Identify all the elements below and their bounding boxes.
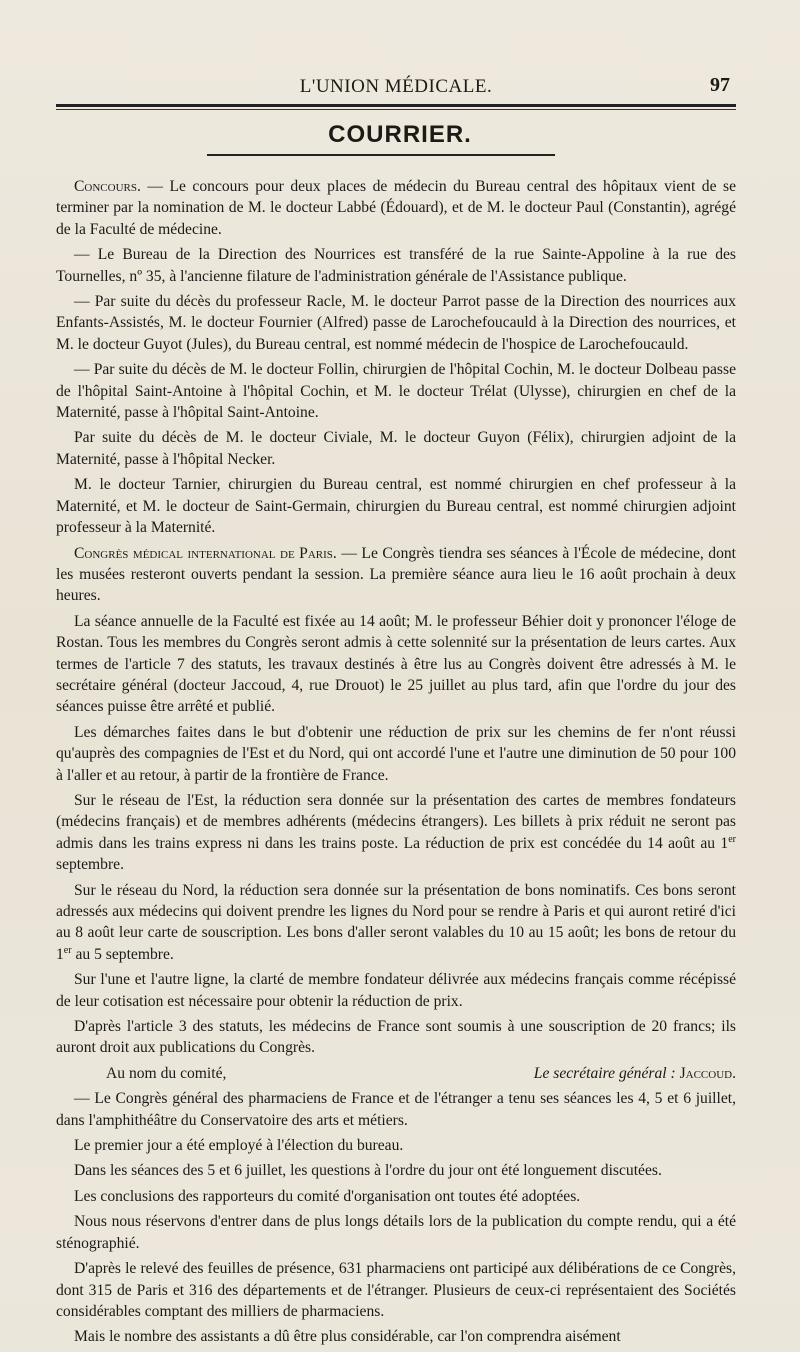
paragraph: Le premier jour a été employé à l'élection du bureau. xyxy=(74,1137,404,1155)
paragraph: M. le docteur Tarnier, chirurgien du Bureau central, est nommé chirurgien en chef professeur à la Maternité, et M. le docteur de Saint-Germain, chirurgien du Bureau central, est nommé chirurgien adjoint professeur à la Maternité. xyxy=(56,476,736,537)
page-number: 97 xyxy=(710,74,730,96)
section-title: COURRIER. xyxy=(328,121,472,148)
paragraph: — Le Congrès général des pharmaciens de France et de l'étranger a tenu ses séances les 4, 5 et 6 juillet, dans l'amphithéâtre du Conservatoire des arts et métiers. xyxy=(56,1090,736,1129)
signature-name: Jaccoud. xyxy=(679,1064,736,1082)
paragraph-lead: Concours. xyxy=(74,178,141,195)
header-rule xyxy=(56,104,736,107)
running-title: L'UNION MÉDICALE. xyxy=(299,76,493,97)
paragraph: Dans les séances des 5 et 6 juillet, les questions à l'ordre du jour ont été longuement discutées. xyxy=(74,1162,662,1180)
signature-role: Le secrétaire général : xyxy=(533,1064,676,1082)
paragraphs-after-block xyxy=(56,1088,736,1347)
header-rule-thin xyxy=(56,109,736,110)
paragraph: Les démarches faites dans le but d'obtenir une réduction de prix sur les chemins de fer n'ont réussi qu'auprès des compagnies de l'Est et du Nord, qui ont accordé l'une et l'autre une diminution de 50 pour 100 à l'aller et au retour, à partir de la frontière de France. xyxy=(56,723,736,784)
running-head xyxy=(56,70,736,100)
paragraph: D'après l'article 3 des statuts, les médecins de France sont soumis à une souscription de 20 francs; ils auront droit aux publications du Congrès. xyxy=(56,1018,736,1057)
signature-right xyxy=(534,1063,736,1084)
paragraph-lead: Congrès médical international de Paris. xyxy=(74,544,337,562)
paragraph: Congrès médical international de Paris. — Le Congrès tiendra ses séances à l'École de médecine, dont les musées resteront ouverts pendant la session. La première séance aura lieu le 16 août prochain à deux heures. xyxy=(56,544,736,605)
paragraph: Concours. — Le concours pour deux places de médecin du Bureau central des hôpitaux vient de se terminer par la nomination de M. le docteur Labbé (Édouard), et de M. le docteur Paul (Constantin), agrégé de la Faculté de médecine. xyxy=(56,178,736,238)
signature-line xyxy=(56,1063,736,1084)
paragraph: Nous nous réservons d'entrer dans de plus longs détails lors de la publication du compte rendu, qui a été sténographié. xyxy=(56,1213,736,1252)
paragraph: Les conclusions des rapporteurs du comité d'organisation ont toutes été adoptées. xyxy=(74,1187,581,1205)
signature-left: Au nom du comité, xyxy=(106,1064,227,1082)
article-body xyxy=(56,176,736,1352)
title-rule xyxy=(207,154,555,156)
paragraph: — Par suite du décès de M. le docteur Follin, chirurgien de l'hôpital Cochin, M. le docteur Dolbeau passe de l'hôpital Saint-Antoine à l'hôpital Cochin, et M. le docteur Trélat (Ulysse), chirurgien en chef de la Maternité, passe à l'hôpital Saint-Antoine. xyxy=(56,361,736,422)
paragraph: — Par suite du décès du professeur Racle, M. le docteur Parrot passe de la Direction des nourrices aux Enfants-Assistés, M. le docteur Fournier (Alfred) passe de Larochefoucauld à la Direction des nourrices, et M. le docteur Guyot (Jules), du Bureau central, est nommé médecin de l'hospice de Larochefoucauld. xyxy=(56,293,736,353)
paragraph: D'après le relevé des feuilles de présence, 631 pharmaciens ont participé aux délibérations de ce Congrès, dont 315 de Paris et 316 des départements et de l'étranger. Plusieurs de ceux-ci représentaient des Sociétés considérables comptant des milliers de pharmaciens. xyxy=(56,1260,736,1320)
paragraph: Sur le réseau du Nord, la réduction sera donnée sur la présentation de bons nominatifs. Ces bons seront adressés aux médecins qui doivent prendre les lignes du Nord pour se rendre à Paris et qui auront retiré d'ici au 8 août leur carte de souscription. Les bons d'aller seront valables du 10 au 15 août; les bons de retour du 1er au 5 septembre. xyxy=(56,881,736,963)
paragraph: La séance annuelle de la Faculté est fixée au 14 août; M. le professeur Béhier doit y prononcer l'éloge de Rostan. Tous les membres du Congrès seront admis à cette solennité sur la présentation de leurs cartes. Aux termes de l'article 7 des statuts, les travaux destinés à être lus au Congrès doivent être adressés à M. le secrétaire général (docteur Jaccoud, 4, rue Drouot) le 25 juillet au plus tard, afin que l'ordre du jour des séances puisse être arrêté et publié. xyxy=(56,612,736,716)
paragraph: Par suite du décès de M. le docteur Civiale, M. le docteur Guyon (Félix), chirurgien adjoint de la Maternité, passe à l'hôpital Necker. xyxy=(56,429,736,468)
paragraphs-block xyxy=(56,176,736,1059)
paragraph: — Le Bureau de la Direction des Nourrices est transféré de la rue Sainte-Appoline à la rue des Tournelles, nº 35, à l'ancienne filature de l'administration générale de l'Assistance publique. xyxy=(56,246,736,285)
paragraph: Sur l'une et l'autre ligne, la clarté de membre fondateur délivrée aux médecins français comme récépissé de leur cotisation est nécessaire pour obtenir la réduction de prix. xyxy=(56,971,736,1010)
paragraph: Mais le nombre des assistants a dû être plus considérable, car l'on comprendra aisément xyxy=(74,1328,621,1346)
paragraph: Sur le réseau de l'Est, la réduction sera donnée sur la présentation des cartes de membres fondateurs (médecins français) et de membres adhérents (médecins étrangers). Les billets à prix réduit ne seront pas admis dans les trains express ni dans les trains poste. La réduction de prix est concédée du 14 août au 1er septembre. xyxy=(56,791,736,874)
